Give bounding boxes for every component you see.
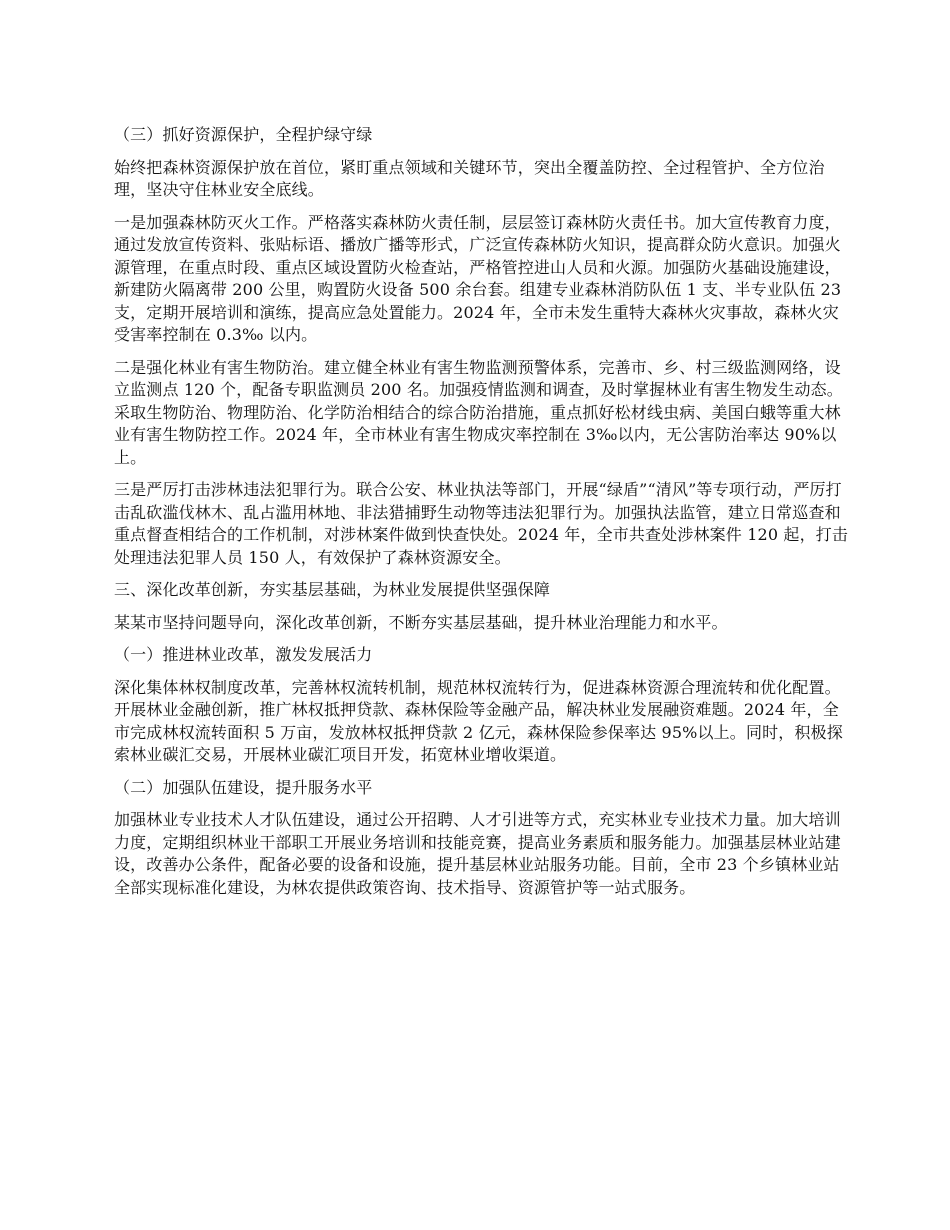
document-page [114, 124, 854, 909]
paragraph-forestry-reform: 深化集体林权制度改革，完善林权流转机制，规范林权流转行为，促进森林资源合理流转和优化配置。开展林业金融创新，推广林权抵押贷款、森林保险等金融产品，解决林业发展融资难题。2024 年，全市完成林权流转面积 5 万亩，发放林权抵押贷款 2 亿元，森林保险参保率达 95%以上。同时，积极探索林业碳汇交易，开展林业碳汇项目开发，拓宽林业增收渠道。 [114, 677, 843, 764]
section-heading-resource-protection: （三）抓好资源保护，全程护绿守绿 [114, 125, 373, 144]
paragraph-pest-control: 二是强化林业有害生物防治。建立健全林业有害生物监测预警体系，完善市、乡、村三级监测网络，设立监测点 120 个，配备专职监测员 200 名。加强疫情监测和调查，及时掌握林业有害生物发生动态。采取生物防治、物理防治、化学防治相结合的综合防治措施，重点抓好松材线虫病、美国白蛾等重大林业有害生物防控工作。2024 年，全市林业有害生物成灾率控制在 3‰以内，无公害防治率达 90%以上。 [114, 357, 843, 467]
paragraph-reform-intro: 某某市坚持问题导向，深化改革创新，不断夯实基层基础，提升林业治理能力和水平。 [114, 612, 728, 632]
subheading-team-building: （二）加强队伍建设，提升服务水平 [114, 777, 373, 797]
subheading-forestry-reform: （一）推进林业改革，激发发展活力 [114, 645, 373, 664]
paragraph-law-enforcement: 三是严厉打击涉林违法犯罪行为。联合公安、林业执法等部门，开展“绿盾”“清风”等专项行动，严厉打击乱砍滥伐林木、乱占滥用林地、非法猎捕野生动物等违法犯罪行为。加强执法监管，建立日常巡查和重点督查相结合的工作机制，对涉林案件做到快查快处。2024 年，全市共查处涉林案件 120 起，打击处理违法犯罪人员 150 人，有效保护了森林资源安全。 [114, 480, 849, 567]
paragraph-fire-prevention: 一是加强森林防灭火工作。严格落实森林防火责任制，层层签订森林防火责任书。加大宣传教育力度，通过发放宣传资料、张贴标语、播放广播等形式，广泛宣传森林防火知识，提高群众防火意识。加强火源管理，在重点时段、重点区域设置防火检查站，严格管控进山人员和火源。加强防火基础设施建设，新建防火隔离带 200 公里，购置防火设备 500 余台套。组建专业森林消防队伍 1 支、半专业队伍 23 支，定期开展培训和演练，提高应急处置能力。2024 年，全市未发生重特大森林火灾事故，森林火灾受害率控制在 0.3‰ 以内。 [114, 212, 842, 344]
paragraph-resource-protection-intro: 始终把森林资源保护放在首位，紧盯重点领域和关键环节，突出全覆盖防控、全过程管护、全方位治理，坚决守住林业安全底线。 [114, 157, 825, 199]
section-heading-reform-innovation: 三、深化改革创新，夯实基层基础，为林业发展提供坚强保障 [114, 580, 551, 599]
paragraph-team-building: 加强林业专业技术人才队伍建设，通过公开招聘、人才引进等方式，充实林业专业技术力量。加大培训力度，定期组织林业干部职工开展业务培训和技能竞赛，提高业务素质和服务能力。加强基层林业站建设，改善办公条件，配备必要的设备和设施，提升基层林业站服务功能。目前，全市 23 个乡镇林业站全部实现标准化建设，为林农提供政策咨询、技术指导、资源管护等一站式服务。 [114, 810, 841, 897]
